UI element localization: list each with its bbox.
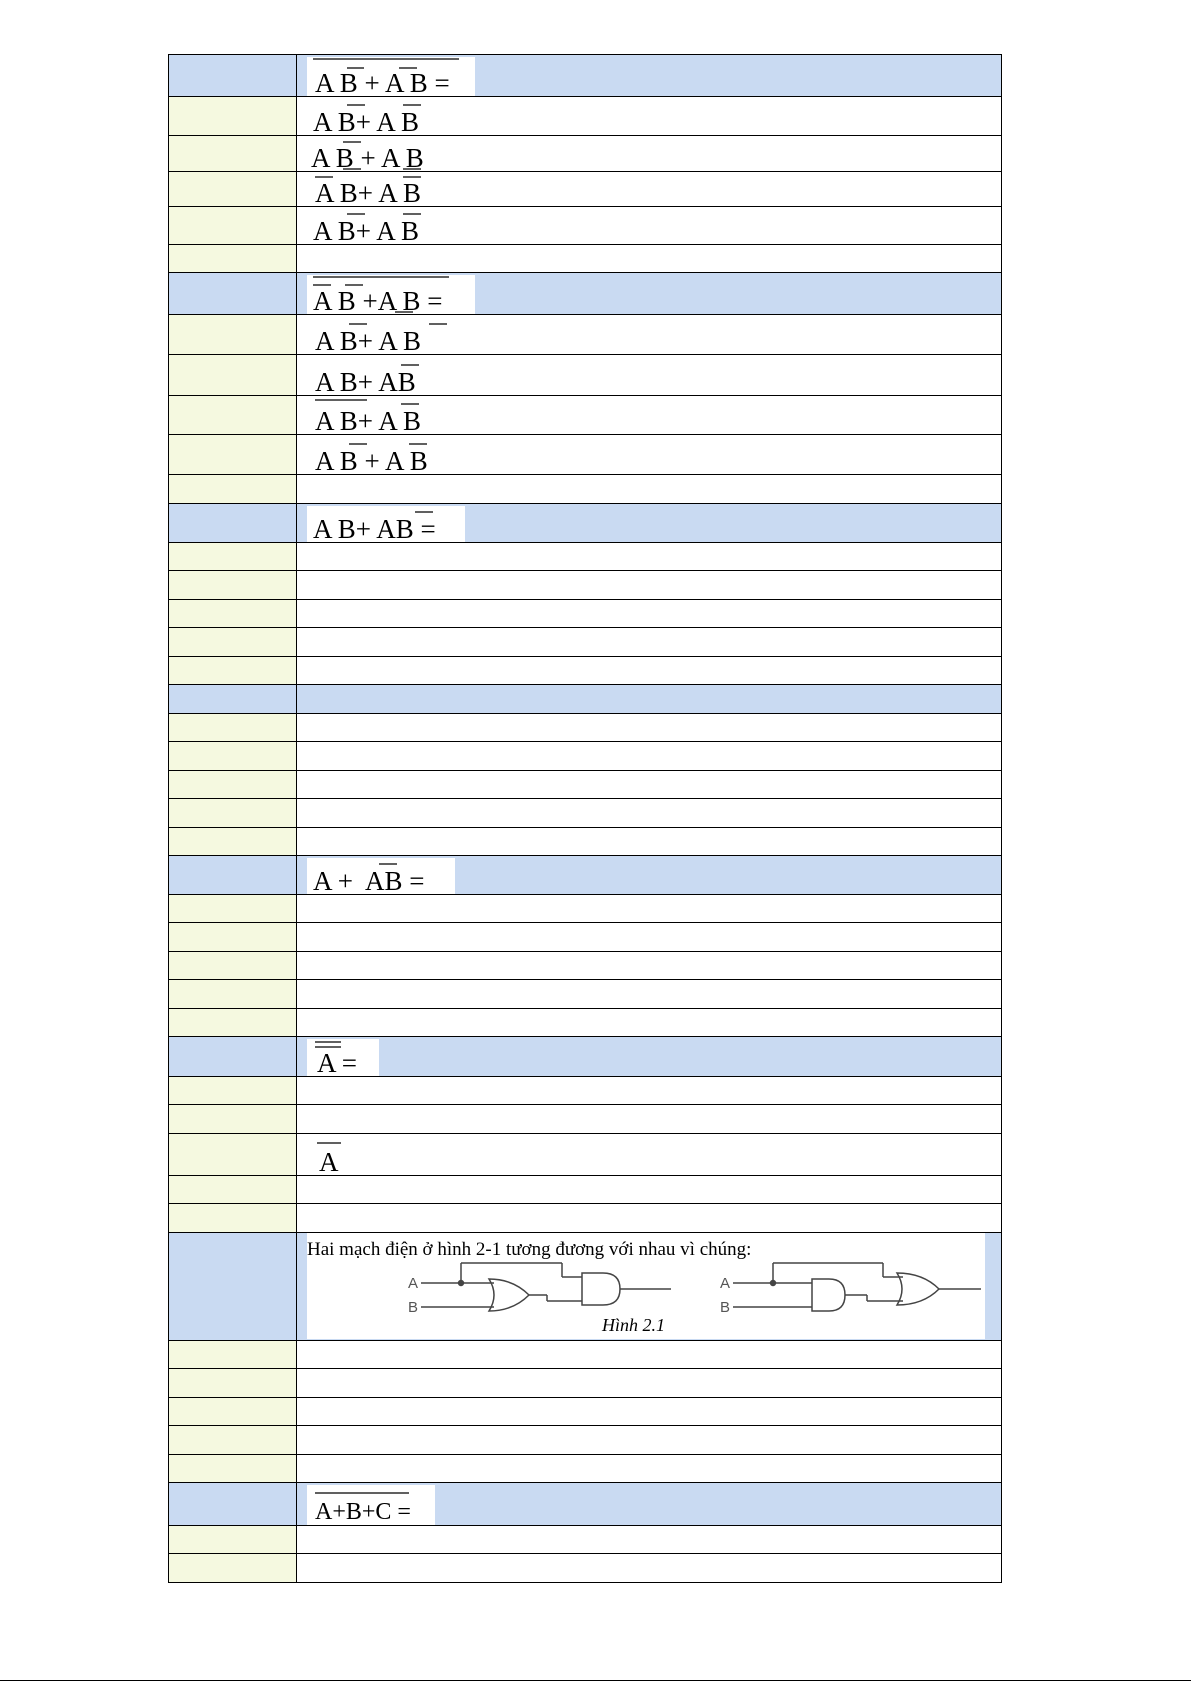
svg-text:A B+ AB: A B+ AB [315, 367, 416, 395]
answer-option-row[interactable] [168, 952, 1002, 980]
question-number-cell [169, 273, 297, 314]
answer-option-row[interactable] [168, 1009, 1002, 1037]
question-cell [297, 1037, 1001, 1076]
question-row [168, 504, 1002, 543]
svg-text:A B+ AB =: A B+ AB = [313, 514, 436, 542]
question-row [168, 1483, 1002, 1526]
answer-option-row[interactable] [168, 1554, 1002, 1583]
answer-option-row[interactable] [168, 315, 1002, 355]
svg-text:A: A [408, 1275, 419, 1292]
answer-option-row[interactable] [168, 396, 1002, 435]
question-cell [297, 685, 1001, 713]
answer-option-row[interactable] [168, 1176, 1002, 1204]
question-cell [297, 856, 1001, 894]
svg-text:A B + A B: A B + A B [311, 143, 424, 171]
circuit-figure [307, 1233, 985, 1339]
question-number-cell [169, 1233, 297, 1340]
question-cell [297, 1233, 1001, 1340]
svg-text:A: A [319, 1147, 339, 1175]
svg-text:A + AB =: A + AB = [313, 866, 425, 894]
answer-option-row[interactable] [168, 628, 1002, 657]
svg-text:A B+ A B: A B+ A B [315, 326, 422, 354]
answer-option-row[interactable] [168, 1369, 1002, 1398]
formula [307, 1485, 435, 1525]
question-row [168, 685, 1002, 714]
svg-text:A B + A B =: A B + A B = [315, 68, 450, 96]
answer-option-row[interactable] [168, 771, 1002, 799]
answer-option-row[interactable] [168, 1341, 1002, 1369]
answer-option-row[interactable] [168, 136, 1002, 172]
question-row [168, 273, 1002, 315]
question-cell [297, 273, 1001, 314]
answer-option-row[interactable] [168, 923, 1002, 952]
question-row [168, 1037, 1002, 1077]
answer-option-row[interactable] [168, 1526, 1002, 1554]
svg-text:A B+ A B: A B+ A B [315, 178, 422, 206]
question-row [168, 856, 1002, 895]
answer-option-row[interactable] [168, 1077, 1002, 1105]
question-number-cell [169, 1483, 297, 1525]
answer-option-row[interactable] [168, 1398, 1002, 1426]
answer-option-row[interactable] [168, 207, 1002, 245]
question-table [168, 54, 1002, 1583]
answer-option-row[interactable] [168, 657, 1002, 685]
question-cell [297, 55, 1001, 96]
question-cell [297, 1483, 1001, 1525]
answer-option-row[interactable] [168, 895, 1002, 923]
question-text: Hai mạch điện ở hình 2-1 tương đương với nhau vì chúng: [307, 1239, 752, 1260]
figure-caption: Hình 2.1 [602, 1315, 665, 1335]
question-number-cell [169, 55, 297, 96]
answer-option-row[interactable] [168, 1105, 1002, 1134]
answer-option-row[interactable] [168, 435, 1002, 475]
blank-row [168, 475, 1002, 504]
answer-option-row[interactable] [168, 172, 1002, 207]
page-bottom-rule [0, 1680, 1191, 1681]
svg-text:A B + A B: A B + A B [315, 446, 428, 474]
answer-option-row[interactable] [168, 1204, 1002, 1233]
answer-option-row[interactable] [168, 571, 1002, 600]
formula [307, 1039, 379, 1076]
formula [307, 858, 455, 894]
answer-option-row[interactable] [168, 543, 1002, 571]
blank-row [168, 245, 1002, 273]
answer-option-row[interactable] [168, 600, 1002, 628]
question-row [168, 54, 1002, 97]
formula [307, 506, 465, 542]
question-row [168, 1233, 1002, 1341]
answer-option-row[interactable] [168, 980, 1002, 1009]
svg-text:B: B [720, 1299, 731, 1316]
answer-option-row[interactable] [168, 97, 1002, 136]
svg-text:A+B+C =: A+B+C = [315, 1499, 411, 1525]
svg-text:A B+ A B: A B+ A B [315, 406, 422, 434]
svg-text:A: A [720, 1275, 731, 1292]
formula [307, 57, 475, 96]
answer-option-row[interactable] [168, 1426, 1002, 1455]
answer-option-row[interactable] [168, 1455, 1002, 1483]
answer-option-row[interactable] [168, 714, 1002, 742]
svg-text:A B +A B =: A B +A B = [313, 286, 443, 314]
svg-text:B: B [408, 1299, 419, 1316]
question-number-cell [169, 504, 297, 542]
answer-option-row[interactable] [168, 799, 1002, 828]
answer-option-row[interactable] [168, 355, 1002, 396]
svg-text:A =: A = [317, 1048, 357, 1076]
svg-text:A B+ A B: A B+ A B [313, 216, 420, 244]
question-number-cell [169, 856, 297, 894]
answer-option-row[interactable] [168, 742, 1002, 771]
question-number-cell [169, 1037, 297, 1076]
answer-option-row[interactable] [168, 1134, 1002, 1176]
formula [307, 275, 475, 314]
answer-option-row[interactable] [168, 828, 1002, 856]
question-cell [297, 504, 1001, 542]
svg-text:A B+ A B: A B+ A B [313, 107, 420, 135]
